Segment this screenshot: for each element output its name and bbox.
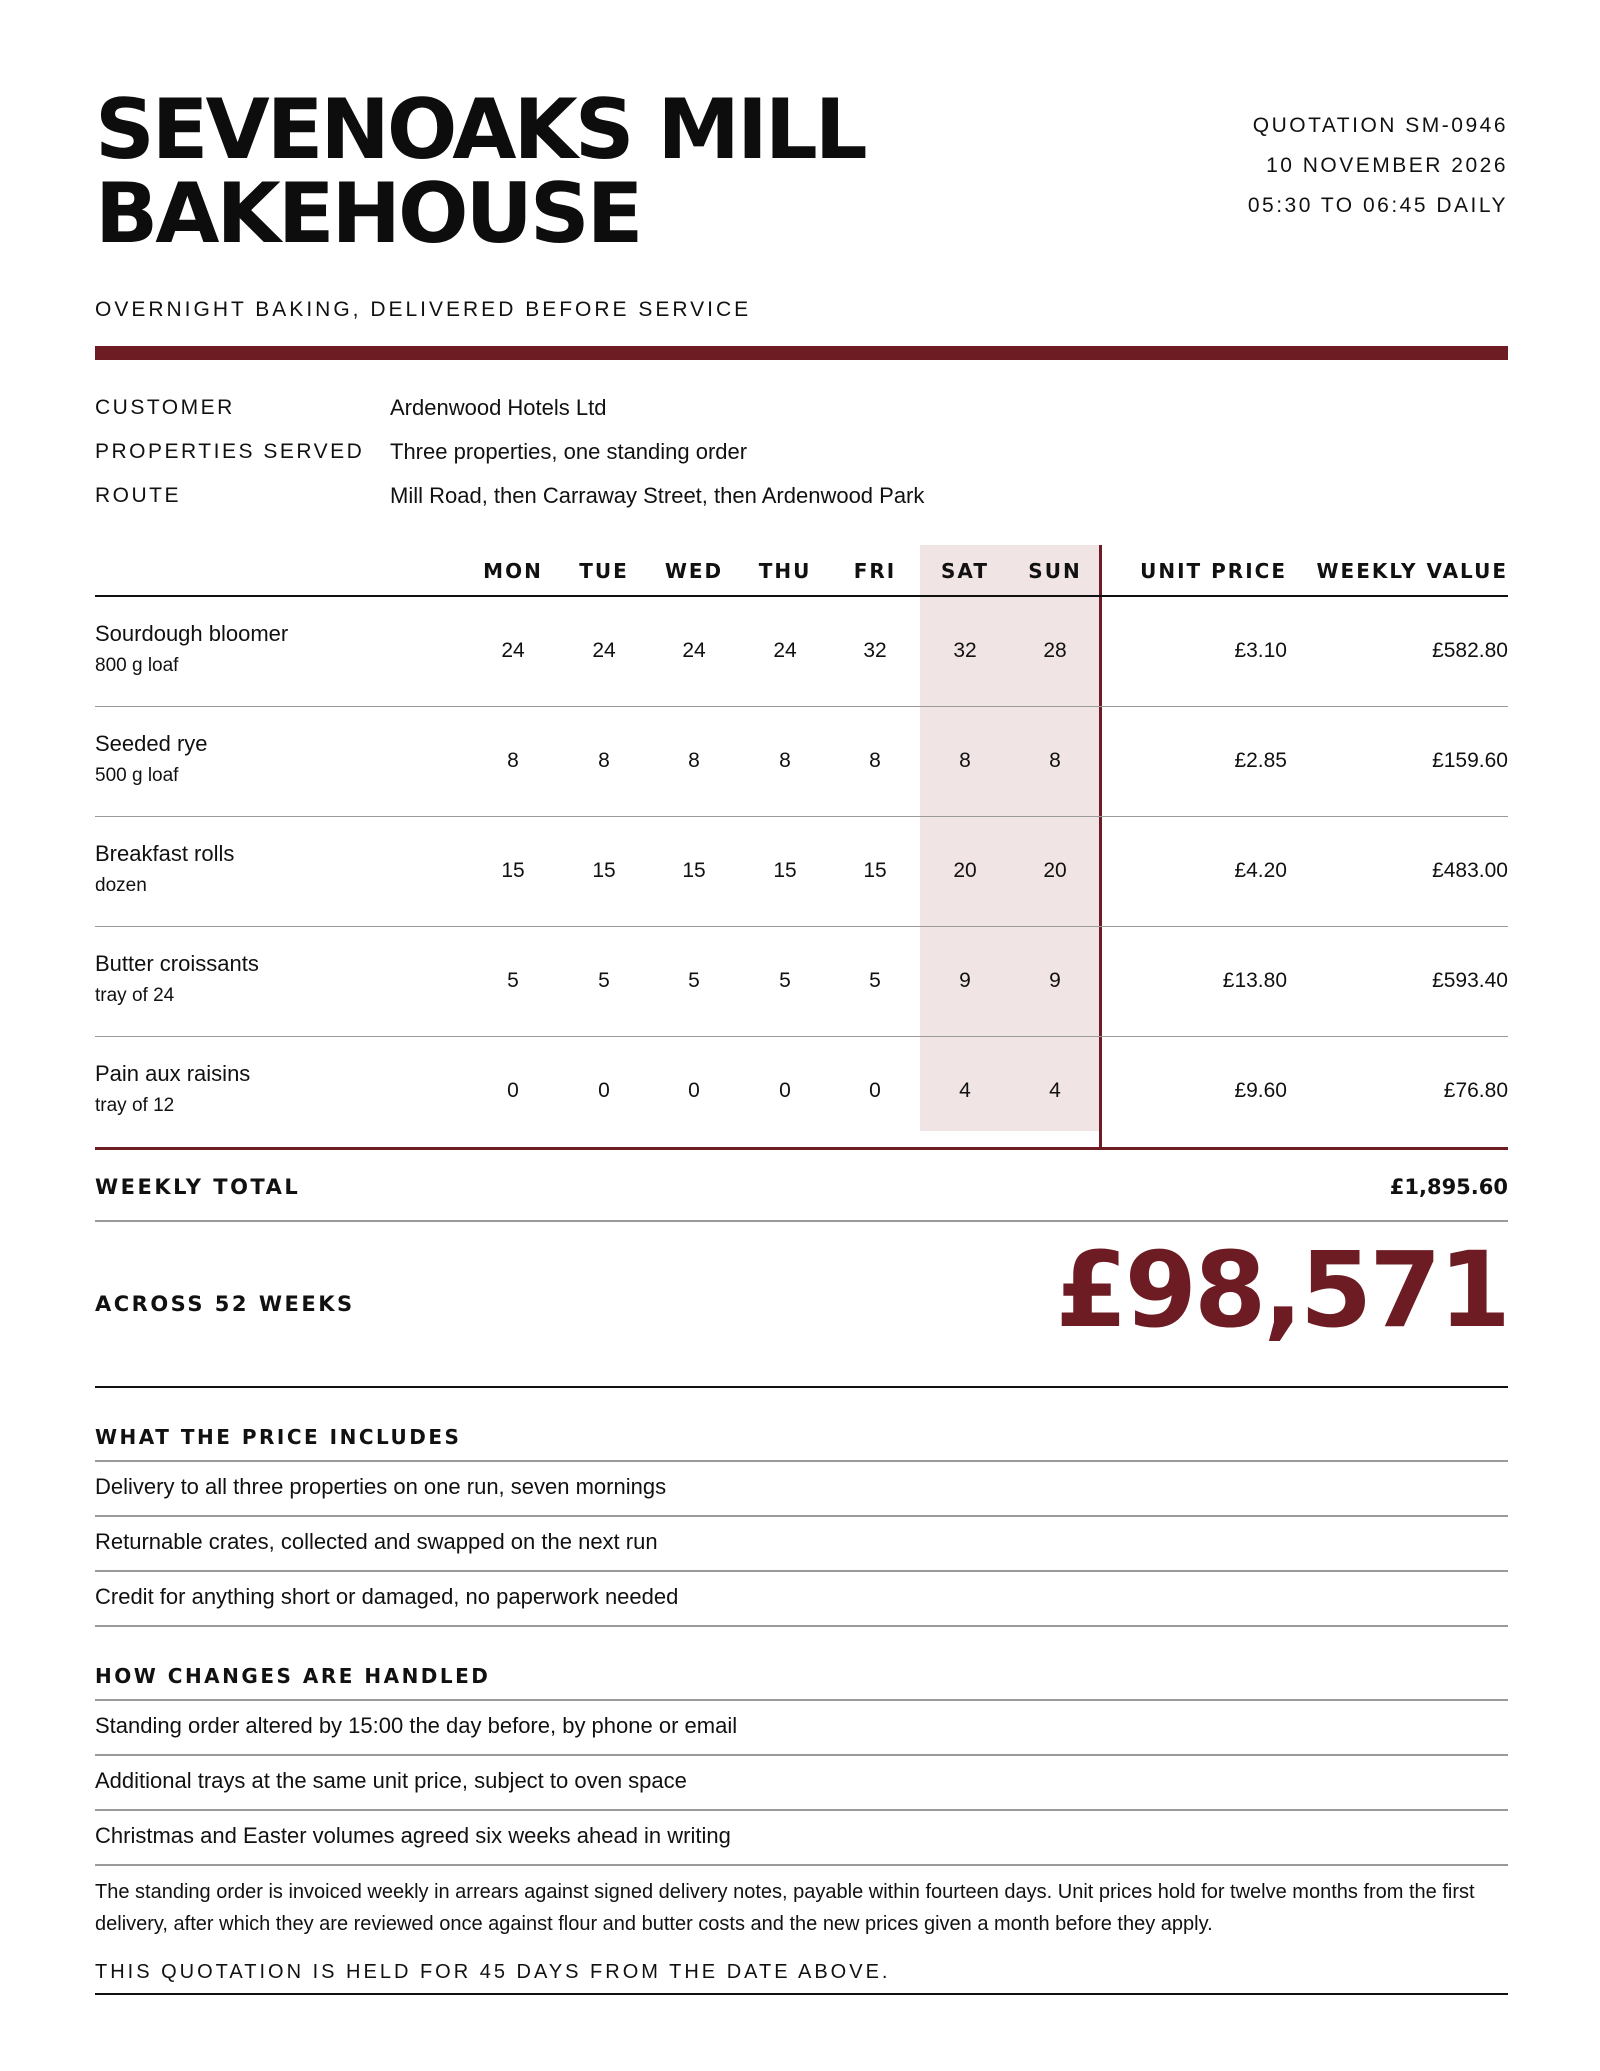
qty-tue: 0 [598,1079,610,1102]
changes-item: Christmas and Easter volumes agreed six weeks ahead in writing [95,1811,1508,1866]
unit-price: £13.80 [1222,969,1287,992]
day-header-sat: SAT [941,559,989,583]
changes-section [95,1627,1508,1866]
quotation-page [95,0,1508,2071]
qty-wed: 15 [682,859,706,882]
delivery-window: 05:30 TO 06:45 DAILY [1247,194,1508,217]
weekly-value: £76.80 [1443,1079,1508,1102]
customer-info [95,386,1508,518]
info-label: ROUTE [95,484,181,507]
weekly-total-value: £1,895.60 [1389,1175,1508,1199]
qty-sat: 20 [953,859,977,882]
qty-mon: 24 [501,639,525,662]
qty-thu: 0 [779,1079,791,1102]
unit-price: £9.60 [1234,1079,1287,1102]
changes-item: Additional trays at the same unit price, subject to oven space [95,1756,1508,1811]
qty-mon: 15 [501,859,525,882]
validity-note: THIS QUOTATION IS HELD FOR 45 DAYS FROM THE DATE ABOVE. [95,1961,1508,1995]
qty-sat: 9 [959,969,971,992]
qty-sun: 9 [1049,969,1061,992]
qty-sat: 32 [953,639,977,662]
table-row [95,817,1508,927]
qty-fri: 5 [869,969,881,992]
day-header-wed: WED [664,559,724,583]
payment-terms: The standing order is invoiced weekly in arrears against signed delivery notes, payable within fourteen days. Unit prices hold for twelve months from the first delivery, after which they are reviewed once against flour and butter costs and the new prices given a month before they apply. [95,1881,1475,1935]
day-header-mon: MON [483,559,543,583]
weekly-value: £159.60 [1432,749,1508,772]
table-row [95,1037,1508,1146]
qty-wed: 0 [688,1079,700,1102]
brand-line-1: SEVENOAKS MILL [95,81,865,178]
product-unit: tray of 12 [95,1095,175,1116]
qty-fri: 15 [863,859,887,882]
day-header-sun: SUN [1028,559,1082,583]
qty-sun: 4 [1049,1079,1061,1102]
product-name: Seeded rye [95,731,208,756]
annual-total-row [95,1222,1508,1388]
includes-item: Delivery to all three properties on one run, seven mornings [95,1462,1508,1517]
info-row-customer [95,386,1508,430]
day-header-fri: FRI [853,559,897,583]
qty-fri: 32 [863,639,887,662]
info-row-route [95,474,1508,518]
qty-mon: 0 [507,1079,519,1102]
product-unit: dozen [95,875,147,896]
annual-total-value: £98,571 [1055,1229,1508,1351]
info-label: PROPERTIES SERVED [95,440,365,463]
header-divider [95,346,1508,360]
info-row-properties [95,430,1508,474]
qty-thu: 8 [779,749,791,772]
unit-price: £4.20 [1234,859,1287,882]
qty-mon: 5 [507,969,519,992]
includes-item: Credit for anything short or damaged, no paperwork needed [95,1572,1508,1627]
includes-title: WHAT THE PRICE INCLUDES [95,1388,1508,1462]
qty-thu: 24 [773,639,797,662]
qty-sun: 8 [1049,749,1061,772]
qty-sat: 4 [959,1079,971,1102]
product-name: Sourdough bloomer [95,621,289,646]
weekly-value-header: WEEKLY VALUE [1316,559,1508,583]
table-row [95,707,1508,817]
qty-tue: 5 [598,969,610,992]
qty-thu: 15 [773,859,797,882]
qty-tue: 24 [592,639,616,662]
info-value: Mill Road, then Carraway Street, then Ardenwood Park [390,483,925,508]
qty-tue: 15 [592,859,616,882]
quotation-number: QUOTATION SM-0946 [1252,114,1508,137]
table-row [95,927,1508,1037]
changes-item: Standing order altered by 15:00 the day before, by phone or email [95,1701,1508,1756]
table-row [95,597,1508,707]
table-header [95,545,1508,597]
info-value: Three properties, one standing order [390,439,748,464]
product-name: Butter croissants [95,951,259,976]
product-unit: 800 g loaf [95,655,179,676]
weekly-value: £483.00 [1432,859,1508,882]
quotation-date: 10 NOVEMBER 2026 [1266,154,1508,177]
product-unit: 500 g loaf [95,765,179,786]
weekly-value: £593.40 [1432,969,1508,992]
qty-tue: 8 [598,749,610,772]
includes-section [95,1388,1508,1627]
unit-price-header: UNIT PRICE [1140,559,1287,583]
qty-sun: 28 [1043,639,1067,662]
product-name: Pain aux raisins [95,1061,251,1086]
includes-item: Returnable crates, collected and swapped on the next run [95,1517,1508,1572]
day-header-thu: THU [758,559,812,583]
tagline: OVERNIGHT BAKING, DELIVERED BEFORE SERVICE [95,298,752,321]
day-header-tue: TUE [579,559,629,583]
info-label: CUSTOMER [95,396,235,419]
qty-thu: 5 [779,969,791,992]
header [95,81,1508,321]
qty-fri: 8 [869,749,881,772]
brand-line-2: BAKEHOUSE [95,165,641,262]
qty-wed: 8 [688,749,700,772]
changes-title: HOW CHANGES ARE HANDLED [95,1627,1508,1701]
weekly-total-label: WEEKLY TOTAL [95,1175,301,1199]
qty-wed: 5 [688,969,700,992]
unit-price: £2.85 [1234,749,1287,772]
qty-sun: 20 [1043,859,1067,882]
qty-wed: 24 [682,639,706,662]
weekly-total-row [95,1150,1508,1222]
quotation-meta [1248,106,1508,226]
qty-mon: 8 [507,749,519,772]
qty-fri: 0 [869,1079,881,1102]
info-value: Ardenwood Hotels Ltd [390,395,607,420]
weekly-value: £582.80 [1432,639,1508,662]
unit-price: £3.10 [1234,639,1287,662]
product-unit: tray of 24 [95,985,175,1006]
product-name: Breakfast rolls [95,841,235,866]
qty-sat: 8 [959,749,971,772]
annual-total-label: ACROSS 52 WEEKS [95,1292,355,1316]
